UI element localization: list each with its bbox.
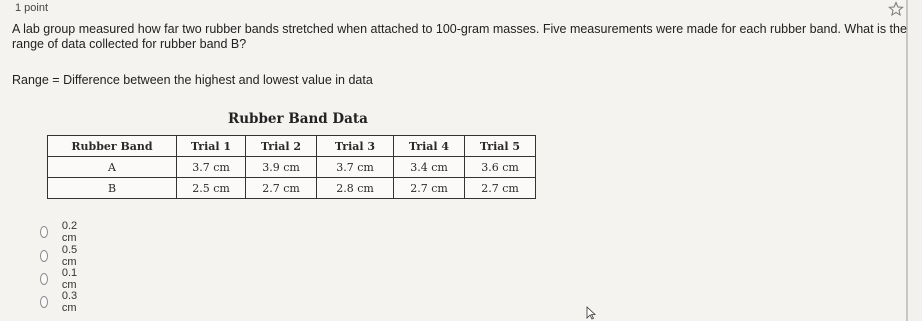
rubber-band-table bbox=[47, 135, 536, 199]
table-title: Rubber Band Data bbox=[228, 111, 368, 127]
table-cell: 2.7 cm bbox=[246, 178, 317, 199]
table-cell: 2.7 cm bbox=[394, 178, 465, 199]
column-header: Trial 5 bbox=[465, 136, 536, 157]
option-label: 0.5 cm bbox=[61, 244, 78, 268]
option-4[interactable] bbox=[40, 290, 81, 314]
range-definition: Range = Difference between the highest and lowest value in data bbox=[12, 73, 373, 87]
column-header: Trial 1 bbox=[177, 136, 246, 157]
option-2[interactable] bbox=[40, 244, 81, 268]
table-cell: 2.8 cm bbox=[317, 178, 394, 199]
table-cell: 2.5 cm bbox=[177, 178, 246, 199]
column-header: Trial 2 bbox=[246, 136, 317, 157]
table-cell: A bbox=[48, 157, 177, 178]
radio-button[interactable] bbox=[40, 296, 48, 308]
table-cell: 3.9 cm bbox=[246, 157, 317, 178]
option-3[interactable] bbox=[40, 267, 81, 291]
radio-button[interactable] bbox=[40, 250, 48, 262]
option-label: 0.2 cm bbox=[61, 220, 78, 244]
table-header-row bbox=[48, 136, 536, 157]
table-cell: 3.6 cm bbox=[465, 157, 536, 178]
star-icon[interactable] bbox=[888, 1, 904, 17]
radio-button[interactable] bbox=[40, 273, 48, 285]
column-header: Rubber Band bbox=[48, 136, 177, 157]
column-header: Trial 4 bbox=[394, 136, 465, 157]
table-cell: 2.7 cm bbox=[465, 178, 536, 199]
option-label: 0.3 cm bbox=[61, 290, 78, 314]
mouse-cursor-icon bbox=[586, 306, 596, 320]
option-1[interactable] bbox=[40, 220, 81, 244]
table-cell: 3.4 cm bbox=[394, 157, 465, 178]
table-cell: 3.7 cm bbox=[317, 157, 394, 178]
table-cell: B bbox=[48, 178, 177, 199]
question-text: A lab group measured how far two rubber bands stretched when attached to 100-gram masses. Five measurements were made for each rubber band. What is the range of data collected for rubber band B? bbox=[12, 22, 907, 51]
table-cell: 3.7 cm bbox=[177, 157, 246, 178]
table-row bbox=[48, 157, 536, 178]
points-label: 1 point bbox=[15, 2, 49, 14]
table-row bbox=[48, 178, 536, 199]
column-header: Trial 3 bbox=[317, 136, 394, 157]
radio-button[interactable] bbox=[40, 226, 48, 238]
option-label: 0.1 cm bbox=[61, 267, 78, 291]
